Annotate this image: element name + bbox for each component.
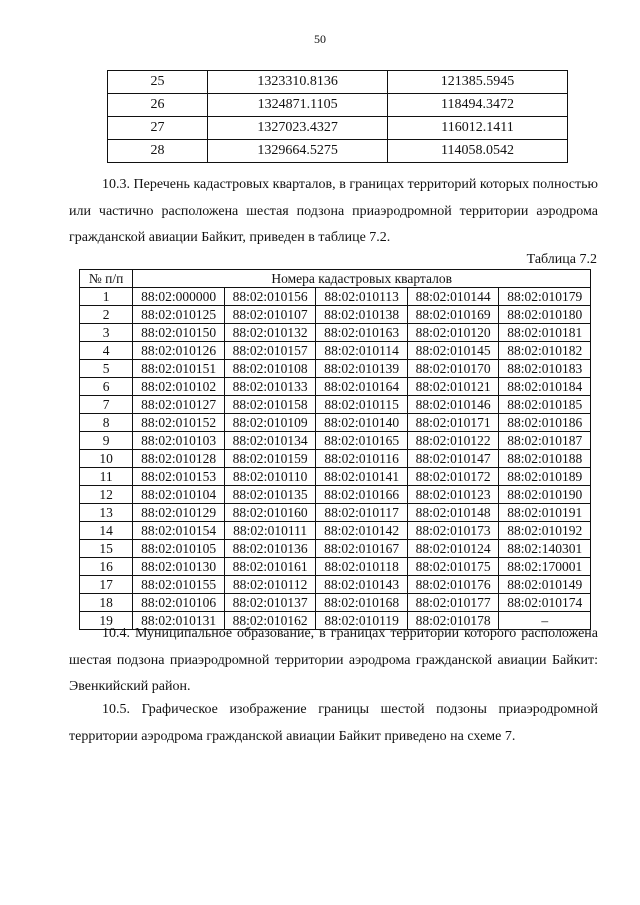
quarter-cell: 88:02:010134 — [224, 432, 316, 450]
quarter-cell: 88:02:010118 — [316, 558, 408, 576]
quarter-cell: 88:02:010160 — [224, 504, 316, 522]
quarter-cell: 88:02:010131 — [133, 612, 225, 630]
quarter-cell: 88:02:010174 — [499, 594, 591, 612]
quarter-cell: 88:02:010163 — [316, 324, 408, 342]
quarter-cell: 88:02:010137 — [224, 594, 316, 612]
quarter-cell: 88:02:010164 — [316, 378, 408, 396]
quarter-cell: 88:02:010170 — [407, 360, 499, 378]
table-cell: 27 — [108, 117, 208, 140]
quarter-cell: 88:02:010111 — [224, 522, 316, 540]
quarter-cell: 88:02:010120 — [407, 324, 499, 342]
table-cell: 1327023.4327 — [208, 117, 388, 140]
table-row — [80, 558, 591, 576]
quarter-cell: 88:02:010173 — [407, 522, 499, 540]
coordinates-table — [107, 70, 568, 163]
quarter-cell: 88:02:010124 — [407, 540, 499, 558]
quarter-cell: 88:02:010109 — [224, 414, 316, 432]
table-row — [80, 360, 591, 378]
quarter-cell: 88:02:010113 — [316, 288, 408, 306]
row-number-cell: 15 — [80, 540, 133, 558]
quarter-cell: 88:02:010130 — [133, 558, 225, 576]
row-number-cell: 19 — [80, 612, 133, 630]
quarter-cell: 88:02:010159 — [224, 450, 316, 468]
quarter-cell: 88:02:010157 — [224, 342, 316, 360]
quarter-cell: 88:02:010103 — [133, 432, 225, 450]
table-cell: 28 — [108, 140, 208, 163]
quarter-cell: 88:02:010167 — [316, 540, 408, 558]
quarter-cell: 88:02:010142 — [316, 522, 408, 540]
row-number-cell: 1 — [80, 288, 133, 306]
table-row — [80, 342, 591, 360]
table-row — [80, 468, 591, 486]
quarter-cell: 88:02:010178 — [407, 612, 499, 630]
quarter-cell: 88:02:010172 — [407, 468, 499, 486]
quarter-cell: 88:02:000000 — [133, 288, 225, 306]
quarter-cell: 88:02:010191 — [499, 504, 591, 522]
row-number-cell: 4 — [80, 342, 133, 360]
quarter-cell: 88:02:010150 — [133, 324, 225, 342]
quarter-cell: 88:02:010168 — [316, 594, 408, 612]
quarter-cell: 88:02:010110 — [224, 468, 316, 486]
coordinates-table-body — [108, 71, 568, 163]
table-cell: 114058.0542 — [388, 140, 568, 163]
quarter-cell: 88:02:010183 — [499, 360, 591, 378]
row-number-cell: 11 — [80, 468, 133, 486]
paragraph-10-3: 10.3. Перечень кадастровых кварталов, в границах территорий которых полностью или частично расположена шестая подзона приаэродромной территории аэродрома гражданской авиации Байкит, приведен в таблице 7.2. — [69, 177, 598, 245]
quarter-cell: 88:02:010188 — [499, 450, 591, 468]
table-row — [108, 140, 568, 163]
quarter-cell: 88:02:010165 — [316, 432, 408, 450]
cadastral-quarters-table — [79, 269, 591, 630]
quarter-cell: 88:02:010169 — [407, 306, 499, 324]
row-number-cell: 16 — [80, 558, 133, 576]
row-number-cell: 7 — [80, 396, 133, 414]
row-number-cell: 2 — [80, 306, 133, 324]
quarter-cell: 88:02:010179 — [499, 288, 591, 306]
quarter-cell: 88:02:170001 — [499, 558, 591, 576]
quarter-cell: 88:02:010107 — [224, 306, 316, 324]
quarter-cell: – — [499, 612, 591, 630]
quarter-cell: 88:02:010190 — [499, 486, 591, 504]
table-row — [80, 522, 591, 540]
row-number-cell: 3 — [80, 324, 133, 342]
quarter-cell: 88:02:010125 — [133, 306, 225, 324]
row-number-cell: 10 — [80, 450, 133, 468]
table-cell: 118494.3472 — [388, 94, 568, 117]
quarter-cell: 88:02:140301 — [499, 540, 591, 558]
table-row — [80, 306, 591, 324]
quarter-cell: 88:02:010112 — [224, 576, 316, 594]
quarter-cell: 88:02:010143 — [316, 576, 408, 594]
quarter-cell: 88:02:010115 — [316, 396, 408, 414]
quarter-cell: 88:02:010114 — [316, 342, 408, 360]
row-number-cell: 6 — [80, 378, 133, 396]
quarter-cell: 88:02:010133 — [224, 378, 316, 396]
row-number-cell: 17 — [80, 576, 133, 594]
table-row — [80, 486, 591, 504]
quarter-cell: 88:02:010146 — [407, 396, 499, 414]
table-row — [80, 540, 591, 558]
quarter-cell: 88:02:010108 — [224, 360, 316, 378]
quarter-cell: 88:02:010136 — [224, 540, 316, 558]
row-number-cell: 5 — [80, 360, 133, 378]
quarter-cell: 88:02:010177 — [407, 594, 499, 612]
row-number-cell: 18 — [80, 594, 133, 612]
quarter-cell: 88:02:010145 — [407, 342, 499, 360]
table-header-row — [80, 270, 591, 288]
table-row — [108, 117, 568, 140]
quarter-cell: 88:02:010156 — [224, 288, 316, 306]
table-cell: 116012.1411 — [388, 117, 568, 140]
table-cell: 1329664.5275 — [208, 140, 388, 163]
quarter-cell: 88:02:010151 — [133, 360, 225, 378]
table-cell: 121385.5945 — [388, 71, 568, 94]
table-row — [108, 94, 568, 117]
quarter-cell: 88:02:010154 — [133, 522, 225, 540]
paragraph-10-5: 10.5. Графическое изображение границы шестой подзоны приаэродромной территории аэродрома гражданской авиации Байкит приведено на схеме 7. — [69, 702, 598, 744]
quarter-cell: 88:02:010121 — [407, 378, 499, 396]
quarter-cell: 88:02:010166 — [316, 486, 408, 504]
quarter-cell: 88:02:010148 — [407, 504, 499, 522]
table-row — [80, 432, 591, 450]
table-row — [80, 594, 591, 612]
table-row — [80, 288, 591, 306]
quarter-cell: 88:02:010152 — [133, 414, 225, 432]
quarter-cell: 88:02:010171 — [407, 414, 499, 432]
row-number-cell: 12 — [80, 486, 133, 504]
quarter-cell: 88:02:010153 — [133, 468, 225, 486]
quarter-cell: 88:02:010144 — [407, 288, 499, 306]
quarter-cell: 88:02:010180 — [499, 306, 591, 324]
table-cell: 1324871.1105 — [208, 94, 388, 117]
quarter-cell: 88:02:010176 — [407, 576, 499, 594]
quarter-cell: 88:02:010189 — [499, 468, 591, 486]
quarter-cell: 88:02:010126 — [133, 342, 225, 360]
quarter-cell: 88:02:010155 — [133, 576, 225, 594]
quarter-cell: 88:02:010128 — [133, 450, 225, 468]
quarter-cell: 88:02:010162 — [224, 612, 316, 630]
table-row — [80, 576, 591, 594]
quarter-cell: 88:02:010184 — [499, 378, 591, 396]
quarter-cell: 88:02:010117 — [316, 504, 408, 522]
paragraph-10-4: 10.4. Муниципальное образование, в границах территории которого расположена шестая подзона приаэродромной территории аэродрома гражданской авиации Байкит: Эвенкийский район. — [69, 626, 598, 694]
quarter-cell: 88:02:010149 — [499, 576, 591, 594]
cadastral-quarters-table-body — [80, 288, 591, 630]
quarter-cell: 88:02:010106 — [133, 594, 225, 612]
quarter-cell: 88:02:010161 — [224, 558, 316, 576]
table-row — [108, 71, 568, 94]
quarter-cell: 88:02:010116 — [316, 450, 408, 468]
quarter-cell: 88:02:010104 — [133, 486, 225, 504]
quarter-cell: 88:02:010132 — [224, 324, 316, 342]
table-row — [80, 414, 591, 432]
quarter-cell: 88:02:010140 — [316, 414, 408, 432]
quarter-cell: 88:02:010158 — [224, 396, 316, 414]
page-number: 50 — [314, 32, 326, 46]
quarter-cell: 88:02:010135 — [224, 486, 316, 504]
quarter-cell: 88:02:010181 — [499, 324, 591, 342]
quarter-cell: 88:02:010187 — [499, 432, 591, 450]
table-row — [80, 396, 591, 414]
header-quarters: Номера кадастровых кварталов — [133, 270, 591, 288]
quarter-cell: 88:02:010122 — [407, 432, 499, 450]
table-cell: 25 — [108, 71, 208, 94]
quarter-cell: 88:02:010185 — [499, 396, 591, 414]
quarter-cell: 88:02:010105 — [133, 540, 225, 558]
row-number-cell: 8 — [80, 414, 133, 432]
table-row — [80, 450, 591, 468]
table-row — [80, 324, 591, 342]
quarter-cell: 88:02:010129 — [133, 504, 225, 522]
quarter-cell: 88:02:010147 — [407, 450, 499, 468]
table-row — [80, 378, 591, 396]
row-number-cell: 13 — [80, 504, 133, 522]
quarter-cell: 88:02:010102 — [133, 378, 225, 396]
table-caption: Таблица 7.2 — [526, 252, 597, 267]
quarter-cell: 88:02:010175 — [407, 558, 499, 576]
quarter-cell: 88:02:010127 — [133, 396, 225, 414]
quarter-cell: 88:02:010141 — [316, 468, 408, 486]
table-cell: 1323310.8136 — [208, 71, 388, 94]
table-cell: 26 — [108, 94, 208, 117]
row-number-cell: 14 — [80, 522, 133, 540]
quarter-cell: 88:02:010138 — [316, 306, 408, 324]
row-number-cell: 9 — [80, 432, 133, 450]
quarter-cell: 88:02:010192 — [499, 522, 591, 540]
quarter-cell: 88:02:010123 — [407, 486, 499, 504]
header-number: № п/п — [80, 270, 133, 288]
table-row — [80, 504, 591, 522]
quarter-cell: 88:02:010139 — [316, 360, 408, 378]
quarter-cell: 88:02:010182 — [499, 342, 591, 360]
quarter-cell: 88:02:010119 — [316, 612, 408, 630]
quarter-cell: 88:02:010186 — [499, 414, 591, 432]
